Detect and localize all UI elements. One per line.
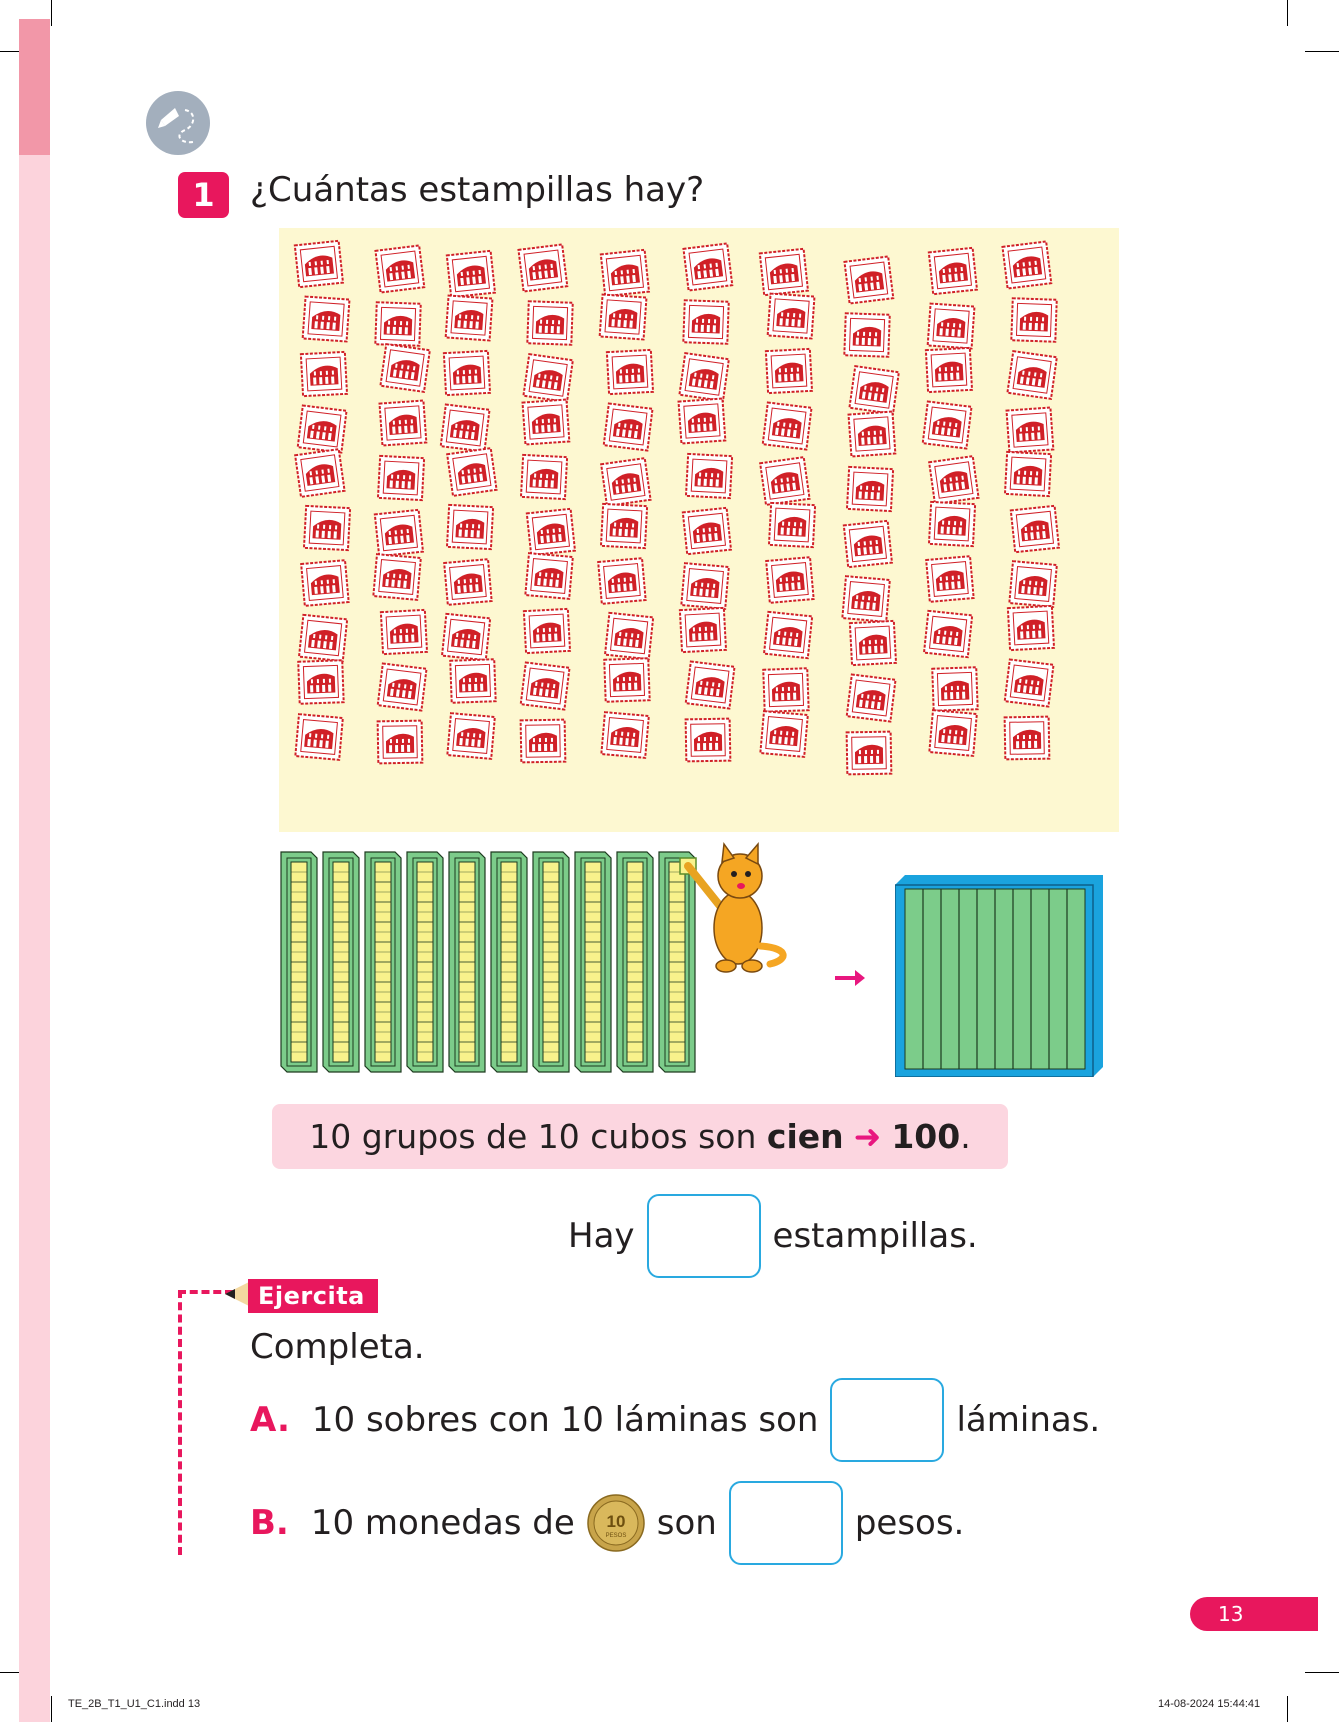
stamp-grid bbox=[279, 228, 1119, 832]
stamp bbox=[766, 349, 812, 393]
stamp bbox=[303, 297, 350, 342]
stamp bbox=[523, 400, 570, 445]
stamp bbox=[601, 458, 650, 506]
stamp bbox=[446, 296, 493, 341]
rule-prefix: 10 grupos de 10 cubos son bbox=[309, 1117, 757, 1156]
answer-box[interactable] bbox=[647, 1194, 761, 1278]
question-text: ¿Cuántas estampillas hay? bbox=[250, 170, 705, 210]
stamp bbox=[380, 401, 427, 446]
stamp bbox=[1011, 506, 1059, 552]
stamp bbox=[442, 614, 490, 660]
stamp bbox=[1005, 717, 1050, 760]
stamp bbox=[304, 506, 350, 550]
ten-rod bbox=[407, 852, 443, 1072]
coin-value: 10 bbox=[606, 1512, 626, 1531]
stamp bbox=[299, 615, 347, 661]
stamp bbox=[378, 663, 427, 710]
stamps-illustration bbox=[279, 228, 1119, 832]
stamp bbox=[763, 668, 808, 712]
stamp bbox=[844, 256, 893, 303]
arrow-right-icon bbox=[833, 958, 867, 998]
stamp bbox=[605, 613, 653, 659]
stamp bbox=[601, 250, 649, 296]
stamp bbox=[604, 658, 649, 702]
stamp bbox=[301, 352, 347, 396]
stamp bbox=[926, 348, 972, 392]
ten-rod bbox=[491, 852, 527, 1072]
margin-strip bbox=[19, 19, 50, 1722]
stamp bbox=[844, 521, 892, 567]
stamp bbox=[926, 556, 973, 602]
ten-rod bbox=[449, 852, 485, 1072]
stamp bbox=[1002, 241, 1051, 288]
stamp bbox=[683, 508, 731, 554]
stamp bbox=[523, 354, 572, 402]
slug-file: TE_2B_T1_U1_C1.indd 13 bbox=[68, 1698, 201, 1710]
coin-icon bbox=[587, 1494, 645, 1552]
stamp bbox=[769, 503, 815, 547]
stamp bbox=[1005, 452, 1051, 496]
stamp bbox=[295, 241, 343, 287]
stamp bbox=[849, 366, 898, 414]
stamp bbox=[681, 563, 728, 609]
coin-label: PESOS bbox=[605, 1533, 627, 1539]
stamp bbox=[768, 294, 815, 339]
stamp bbox=[683, 243, 732, 290]
stamp bbox=[928, 304, 975, 349]
stamp bbox=[1007, 408, 1054, 453]
stamp bbox=[375, 302, 420, 346]
answer-line bbox=[568, 1190, 978, 1282]
stamp bbox=[298, 660, 343, 704]
stamp bbox=[447, 713, 494, 759]
stamp bbox=[525, 553, 572, 599]
stamp bbox=[600, 295, 647, 340]
answer-box[interactable] bbox=[830, 1378, 944, 1462]
stamp bbox=[378, 456, 424, 500]
crop-mark bbox=[1287, 0, 1288, 26]
stamp bbox=[850, 621, 896, 665]
rule-suffix: . bbox=[960, 1117, 971, 1156]
page-number: 13 bbox=[1190, 1597, 1318, 1631]
stamp bbox=[527, 301, 572, 345]
stamp bbox=[932, 667, 977, 711]
stamp bbox=[524, 609, 570, 653]
stamp bbox=[375, 245, 424, 292]
arrow-icon: ➜ bbox=[853, 1117, 882, 1156]
stamp bbox=[378, 721, 423, 764]
stamp bbox=[686, 719, 731, 762]
stamp bbox=[521, 662, 570, 709]
stamp bbox=[381, 610, 427, 654]
stamp bbox=[766, 557, 813, 603]
stamp bbox=[847, 732, 892, 775]
stamp bbox=[929, 248, 977, 294]
item-text: 10 sobres con 10 láminas son bbox=[311, 1400, 819, 1440]
stamp bbox=[447, 251, 495, 297]
stamp bbox=[444, 559, 491, 605]
item-text: son bbox=[656, 1503, 717, 1543]
item-letter: A. bbox=[250, 1400, 290, 1440]
cat-mascot-icon bbox=[660, 836, 800, 976]
stamp bbox=[1009, 561, 1056, 607]
crop-mark bbox=[1287, 1696, 1288, 1722]
stamp bbox=[842, 576, 889, 622]
stamp bbox=[375, 510, 423, 556]
question-number: 1 bbox=[178, 172, 229, 218]
answer-before: Hay bbox=[568, 1216, 635, 1256]
exercise-item-b bbox=[250, 1477, 964, 1569]
stamp bbox=[1008, 606, 1054, 650]
item-letter: B. bbox=[250, 1503, 289, 1543]
stamp bbox=[441, 404, 490, 451]
pencil-tip-icon bbox=[225, 1282, 249, 1306]
stamp bbox=[679, 399, 726, 444]
ten-rod bbox=[575, 852, 611, 1072]
stamp bbox=[847, 467, 893, 511]
pencil-icon bbox=[145, 90, 211, 156]
stamp bbox=[295, 449, 344, 497]
ejercita-tag: Ejercita bbox=[248, 1279, 378, 1313]
stamp bbox=[607, 350, 653, 394]
exercise-item-a bbox=[250, 1374, 1100, 1466]
stamp bbox=[601, 504, 647, 548]
stamp bbox=[760, 711, 807, 757]
stamp bbox=[929, 456, 978, 504]
item-text: láminas. bbox=[956, 1400, 1101, 1440]
item-text: 10 monedas de bbox=[310, 1503, 575, 1543]
ten-rod bbox=[281, 852, 317, 1072]
stamp bbox=[301, 560, 348, 606]
stamp bbox=[380, 344, 429, 392]
stamp bbox=[844, 313, 889, 357]
stamp bbox=[760, 457, 809, 505]
stamp bbox=[763, 402, 812, 449]
ten-rod bbox=[365, 852, 401, 1072]
stamp bbox=[447, 448, 496, 496]
ten-rod bbox=[323, 852, 359, 1072]
stamp bbox=[450, 659, 495, 703]
stamp bbox=[686, 454, 732, 498]
stamp bbox=[527, 509, 575, 555]
stamp bbox=[521, 455, 567, 499]
stamp bbox=[847, 674, 896, 721]
rule-box bbox=[272, 1104, 1008, 1169]
stamp bbox=[924, 611, 972, 657]
stamp bbox=[683, 300, 728, 344]
stamp bbox=[929, 502, 975, 546]
rule-word: cien bbox=[766, 1117, 844, 1156]
stamp bbox=[521, 720, 566, 763]
stamp bbox=[1007, 351, 1056, 399]
ejercita-dashed-line bbox=[178, 1290, 186, 1555]
answer-after: estampillas. bbox=[772, 1216, 978, 1256]
stamp bbox=[444, 351, 490, 395]
stamp bbox=[373, 554, 420, 600]
stamp bbox=[679, 353, 728, 401]
stamp bbox=[929, 710, 976, 756]
stamp bbox=[447, 505, 493, 549]
stamp bbox=[680, 608, 726, 652]
crop-mark bbox=[1305, 1672, 1339, 1673]
crop-mark bbox=[51, 1696, 52, 1722]
stamp bbox=[849, 412, 896, 457]
rule-number: 100 bbox=[891, 1117, 961, 1156]
crop-mark bbox=[1305, 51, 1339, 52]
stamp bbox=[764, 612, 812, 658]
stamp bbox=[1005, 659, 1054, 706]
ten-rod bbox=[533, 852, 569, 1072]
stamp bbox=[295, 714, 342, 760]
stamp bbox=[298, 405, 347, 452]
ten-rod bbox=[617, 852, 653, 1072]
exercise-instruction: Completa. bbox=[250, 1327, 425, 1367]
item-text: pesos. bbox=[854, 1503, 965, 1543]
stamp bbox=[923, 401, 972, 448]
slug-date: 14-08-2024 15:44:41 bbox=[1158, 1698, 1261, 1710]
margin-strip-accent bbox=[19, 19, 50, 155]
stamp bbox=[518, 244, 567, 291]
crop-mark bbox=[51, 0, 52, 26]
stamp bbox=[598, 558, 645, 604]
hundred-flat bbox=[895, 875, 1103, 1077]
stamp bbox=[604, 403, 653, 450]
stamp bbox=[760, 249, 808, 295]
stamp bbox=[686, 661, 735, 708]
stamp bbox=[1011, 298, 1056, 342]
stamp bbox=[601, 712, 648, 758]
answer-box[interactable] bbox=[729, 1481, 843, 1565]
